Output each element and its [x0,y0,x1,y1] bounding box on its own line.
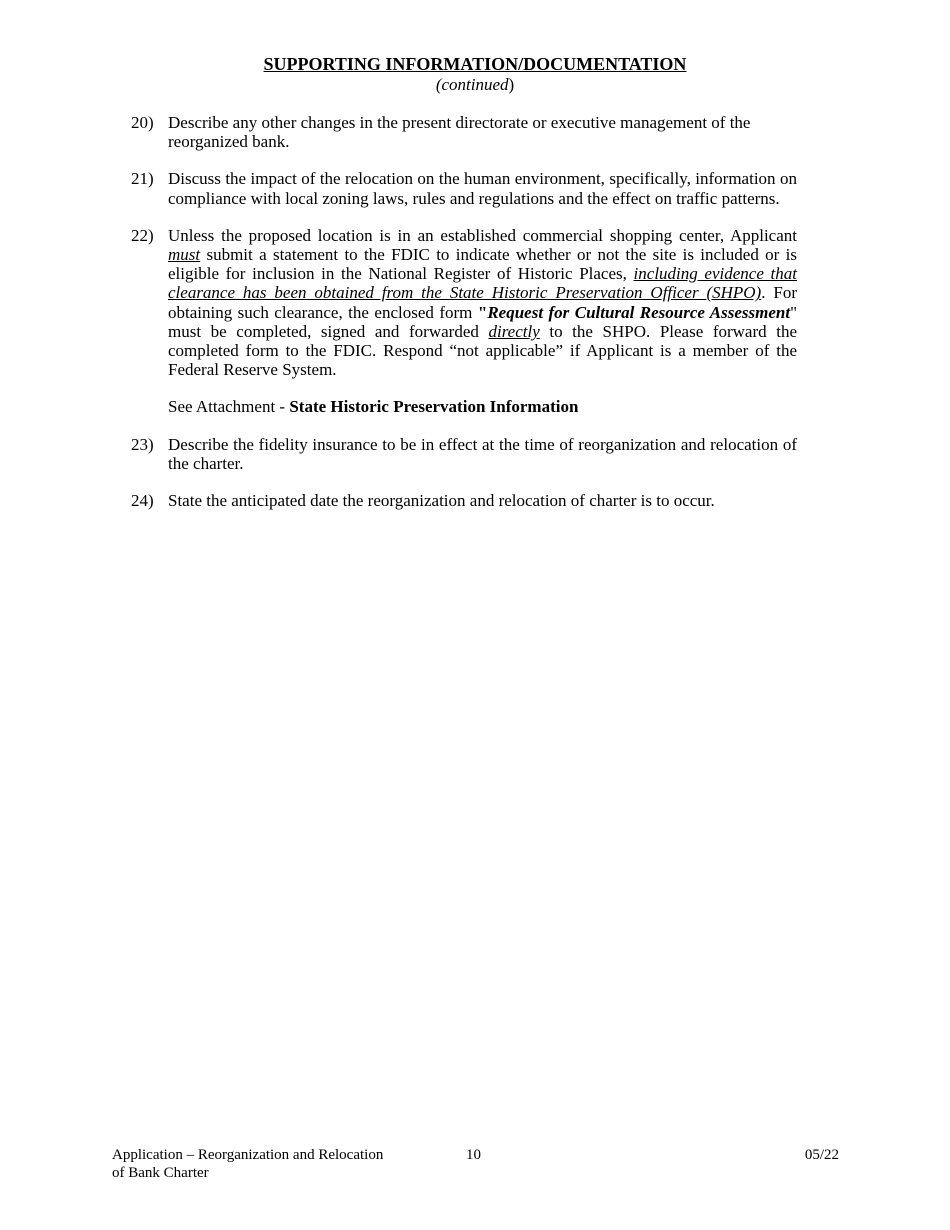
text-segment: . For obtaining such clearance, the enclosed form [168,283,797,322]
form-name: Request for Cultural Resource Assessment [487,302,791,322]
quote-open: " [477,302,488,322]
question-list [131,113,797,528]
attachment-name: State Historic Preservation Information [289,397,579,417]
page-header [0,54,950,95]
footer-date: 05/22 [804,1147,839,1163]
page-title: SUPPORTING INFORMATION/DOCUMENTATION [263,54,687,74]
footer-document-title [112,1146,412,1182]
question-number: 20) [131,113,154,132]
page-number: 10 [466,1147,481,1163]
question-number: 22) [131,225,154,245]
text-segment: submit a statement to the FDIC to indicate whether or not the site is included or is eligible for inclusion in the National Register of Historic Places, [168,245,797,284]
question-21 [131,169,797,207]
question-number: 21) [131,169,154,189]
text-segment: to the SHPO. Please forward the completed form to the FDIC. Respond “not applicable” if Applicant is a member of the Federal Reserve System. [168,321,797,380]
question-24 [131,491,797,510]
question-22 [131,226,797,380]
page-subtitle [0,75,950,95]
footer-title-line2: of Bank Charter [112,1165,209,1181]
question-number: 23) [131,434,154,454]
question-text: Describe the fidelity insurance to be in effect at the time of reorganization and relocation of the charter. [168,434,797,473]
attachment-note [131,397,797,416]
text-segment: must be completed, signed and forwarded [168,321,489,341]
subtitle-close-paren: ) [508,75,515,94]
quote-close: " [790,302,798,322]
emphasis-shpo-clearance: including evidence that clearance has been obtained from the State Historic Preservation Officer (SHPO) [168,264,797,303]
question-text: Describe any other changes in the present directorate or executive management of the reorganized bank. [168,113,751,152]
emphasis-directly: directly [488,321,540,341]
subtitle-continued: (continued [435,75,509,94]
question-23 [131,435,797,473]
attachment-prefix: See Attachment - [168,397,290,417]
footer-title-line1: Application – Reorganization and Relocation [112,1147,384,1163]
emphasis-must: must [168,245,201,265]
question-text [168,226,797,380]
question-text: Discuss the impact of the relocation on the human environment, specifically, information on compliance with local zoning laws, rules and regulations and the effect on traffic patterns. [168,169,797,208]
question-20 [131,113,797,151]
text-segment: Unless the proposed location is in an established commercial shopping center, Applicant [168,225,797,245]
question-text: State the anticipated date the reorganization and relocation of charter is to occur. [168,491,715,511]
question-number: 24) [131,491,154,511]
